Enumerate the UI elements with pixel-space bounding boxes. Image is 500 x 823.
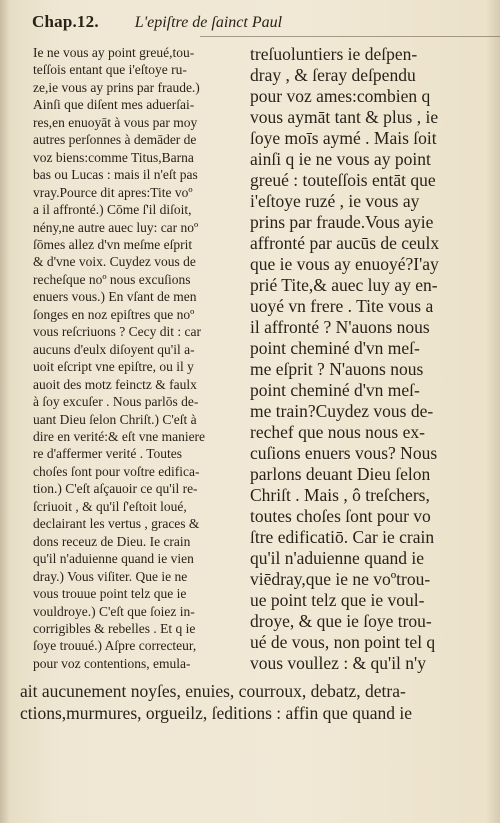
commentary-line: vouldroye.) C'eſt que ſoiez in- (33, 603, 195, 619)
commentary-line: ſonges en noz epiſtres que noº (33, 306, 195, 322)
commentary-line: enuers vous.) En vſant de men (33, 289, 197, 305)
commentary-line: autres perſonnes à demāder de (33, 132, 197, 148)
commentary-line: dons receuz de Dieu. Ie crain (33, 533, 191, 549)
scripture-line: pour voz ames:combien q (250, 86, 431, 106)
commentary-line: declairant les vertus , graces & (33, 516, 200, 532)
scripture-line: ſtre edificatiō. Car ie crain (250, 527, 435, 547)
commentary-line: ſoye trouué.) Aſpre correcteur, (33, 638, 197, 654)
scripture-column (250, 44, 450, 674)
text-line: ait aucunement noyſes, enuies, courroux, debatz, detra- (20, 681, 406, 701)
scripture-line: prié Tite,& auec luy ay en- (250, 275, 438, 295)
commentary-line: & d'vne voix. Cuydez vous de (33, 254, 196, 270)
commentary-line: pour voz contentions, emula- (33, 655, 191, 671)
commentary-line: voz biens:comme Titus,Barna (33, 149, 194, 165)
commentary-line: re d'affermer verité . Toutes (33, 446, 183, 462)
commentary-line: vous reſcriuons ? Cecy dit : car (33, 324, 201, 340)
commentary-line: choſes ſont pour voſtre edifica- (33, 463, 200, 479)
commentary-line: res,en enuoyāt à vous par moy (33, 114, 198, 130)
scripture-line: prins par fraude.Vous ayie (250, 212, 434, 232)
scripture-line: i'eſtoye ruzé , ie vous ay (250, 191, 420, 211)
scripture-line: Chriſt . Mais , ô treſchers, (250, 485, 430, 505)
scripture-line: ué de vous, non point tel q (250, 632, 436, 652)
scripture-line: greué : touteſſois entāt que (250, 170, 436, 190)
scripture-line: vous aymāt tant & plus , ie (250, 107, 439, 127)
running-title: L'epiſtre de ſainct Paul (134, 14, 283, 31)
scripture-line: uoyé vn frere . Tite vous a (250, 296, 434, 316)
scripture-line: que ie vous ay enuoyé?I'ay (250, 254, 439, 274)
commentary-line: ſcriuoit , & qu'il ſ'eſtoit loué, (33, 498, 187, 514)
page-header (32, 12, 462, 38)
scripture-line: vous voullez : & qu'il n'y (250, 653, 426, 673)
full-width-text (20, 680, 460, 724)
commentary-line: Ainſi que diſent mes aduerſai- (33, 97, 195, 113)
commentary-line: recheſque noº nous excuſions (33, 271, 191, 287)
commentary-column (33, 44, 223, 672)
scripture-line: toutes choſes ſont pour vo (250, 506, 431, 526)
commentary-line: corrigibles & rebelles . Et q ie (33, 620, 196, 636)
scripture-line: point cheminé d'vn meſ- (250, 380, 420, 400)
commentary-line: auoit des motz feinctz & faulx (33, 376, 197, 392)
scripture-line: ue point telz que ie voul- (250, 590, 425, 610)
page-edge-shadow (486, 0, 500, 823)
commentary-line: dray.) Vous viſiter. Que ie ne (33, 568, 188, 584)
commentary-line: qu'il n'aduienne quand ie vien (33, 551, 194, 567)
scripture-line: me train?Cuydez vous de- (250, 401, 434, 421)
text-line: ctions,murmures, orgueilz, ſeditions : affin que quand ie (20, 703, 413, 723)
commentary-line: Ie ne vous ay point greué,tou- (33, 45, 195, 60)
commentary-line: aucuns d'eulx diſoyent qu'il a- (33, 341, 195, 357)
scripture-line: point cheminé d'vn meſ- (250, 338, 420, 358)
commentary-line: a il affronté.) Cōme ſ'il diſoit, (33, 202, 192, 218)
commentary-line: teſſois entant que i'eſtoye ru- (33, 62, 187, 78)
commentary-line: ſōmes allez d'vn meſme eſprit (33, 236, 193, 252)
scripture-line: ainſi q ie ne vous ay point (250, 149, 431, 169)
scripture-line: viēdray,que ie ne voºtrou- (250, 569, 431, 589)
commentary-line: ze,ie vous ay prins par fraude.) (33, 79, 200, 95)
commentary-line: à ſoy excuſer . Nous parlōs de- (33, 394, 199, 410)
scripture-line: affronté par aucūs de ceulx (250, 233, 440, 253)
header-rule (200, 36, 500, 37)
scripture-line: me eſprit ? N'auons nous (250, 359, 424, 379)
scripture-line: qu'il n'aduienne quand ie (250, 548, 424, 568)
commentary-line: bas ou Lucas : mais il n'eſt pas (33, 167, 198, 183)
page-gutter-shadow (0, 0, 10, 823)
commentary-line: vous trouue point telz que ie (33, 586, 187, 602)
commentary-line: uant Dieu ſelon Chriſt.) C'eſt à (33, 411, 197, 427)
scripture-line: parlons deuant Dieu ſelon (250, 464, 431, 484)
commentary-line: nény,ne autre auec luy: car noº (33, 219, 199, 235)
scripture-line: cuſions enuers vous? Nous (250, 443, 438, 463)
scripture-line: ſoye moīs aymé . Mais ſoit (250, 128, 437, 148)
chapter-label: Chap.12. (32, 12, 99, 31)
scripture-line: droye, & que ie ſoye trou- (250, 611, 432, 631)
scripture-line: dray , & ſeray deſpendu (250, 65, 416, 85)
scripture-line: rechef que nous nous ex- (250, 422, 425, 442)
commentary-line: uoit eſcript vne epiſtre, ou il y (33, 359, 194, 375)
commentary-line: tion.) C'eſt aſçauoir ce qu'il re- (33, 481, 198, 497)
scripture-line: il affronté ? N'auons nous (250, 317, 430, 337)
commentary-line: vray.Pource dit apres:Tite voº (33, 184, 193, 200)
commentary-line: dire en verité:& eſt vne maniere (33, 428, 206, 444)
scripture-line: treſuoluntiers ie deſpen- (250, 44, 418, 64)
